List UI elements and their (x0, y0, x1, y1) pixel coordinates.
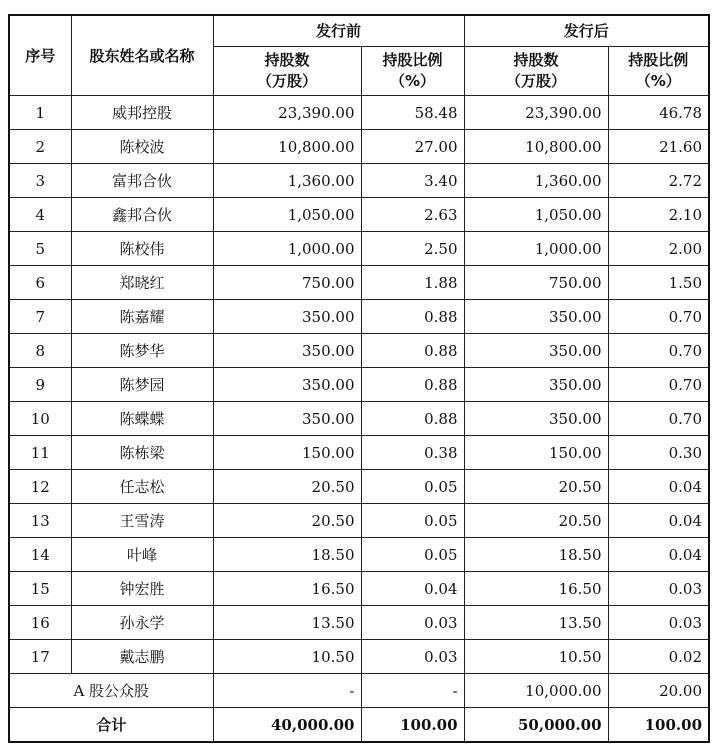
cell-name: 叶峰 (71, 538, 213, 572)
shareholding-table (8, 14, 710, 743)
cell-before-shares: 350.00 (213, 300, 361, 334)
header-ratio-line2: （%） (635, 72, 681, 90)
cell-name: 钟宏胜 (71, 572, 213, 606)
table-row (9, 436, 709, 470)
table-row (9, 640, 709, 674)
cell-after-shares: 350.00 (464, 368, 608, 402)
cell-before-shares: 350.00 (213, 368, 361, 402)
cell-name: 戴志鹏 (71, 640, 213, 674)
total-label: 合计 (9, 708, 213, 743)
cell-before-ratio: 0.03 (361, 606, 464, 640)
cell-after-shares: 23,390.00 (464, 96, 608, 130)
table-row (9, 334, 709, 368)
cell-after-shares: 20.50 (464, 470, 608, 504)
header-shares-line1: 持股数 (264, 51, 310, 69)
cell-name: 陈嘉耀 (71, 300, 213, 334)
cell-after-shares: 350.00 (464, 300, 608, 334)
cell-name: 郑晓红 (71, 266, 213, 300)
cell-after-ratio: 0.70 (608, 368, 709, 402)
cell-before-ratio: 0.04 (361, 572, 464, 606)
cell-name: 陈校波 (71, 130, 213, 164)
cell-before-shares: 750.00 (213, 266, 361, 300)
table-row (9, 300, 709, 334)
header-ratio-line2: （%） (389, 72, 436, 90)
total-after-ratio: 100.00 (608, 708, 709, 743)
cell-name: 陈校伟 (71, 232, 213, 266)
cell-before-ratio: 0.05 (361, 538, 464, 572)
cell-before-shares: 1,360.00 (213, 164, 361, 198)
cell-after-ratio: 0.04 (608, 538, 709, 572)
cell-after-shares: 13.50 (464, 606, 608, 640)
cell-before-ratio: 58.48 (361, 96, 464, 130)
header-before-ratio (361, 47, 464, 96)
cell-name: 富邦合伙 (71, 164, 213, 198)
cell-before-ratio: 0.05 (361, 470, 464, 504)
cell-seq: 10 (9, 402, 71, 436)
cell-after-shares: 350.00 (464, 402, 608, 436)
table-row (9, 470, 709, 504)
cell-after-ratio: 1.50 (608, 266, 709, 300)
cell-before-ratio: 3.40 (361, 164, 464, 198)
cell-seq: 5 (9, 232, 71, 266)
cell-before-ratio: 0.05 (361, 504, 464, 538)
cell-name: 陈梦华 (71, 334, 213, 368)
cell-name: 孙永学 (71, 606, 213, 640)
cell-after-ratio: 2.72 (608, 164, 709, 198)
cell-name: 任志松 (71, 470, 213, 504)
table-row (9, 198, 709, 232)
cell-before-ratio: 1.88 (361, 266, 464, 300)
cell-before-ratio: 0.88 (361, 334, 464, 368)
cell-after-shares: 20.50 (464, 504, 608, 538)
cell-after-shares: 16.50 (464, 572, 608, 606)
public-before-shares: - (213, 674, 361, 708)
cell-before-ratio: 0.03 (361, 640, 464, 674)
header-name: 股东姓名或名称 (71, 15, 213, 96)
cell-seq: 16 (9, 606, 71, 640)
cell-after-ratio: 0.03 (608, 606, 709, 640)
cell-after-shares: 18.50 (464, 538, 608, 572)
cell-after-shares: 10,800.00 (464, 130, 608, 164)
cell-seq: 9 (9, 368, 71, 402)
cell-after-ratio: 0.70 (608, 334, 709, 368)
public-label: A 股公众股 (9, 674, 213, 708)
total-before-shares: 40,000.00 (213, 708, 361, 743)
cell-before-shares: 16.50 (213, 572, 361, 606)
table-row (9, 402, 709, 436)
header-after: 发行后 (464, 15, 709, 47)
cell-name: 陈蝶蝶 (71, 402, 213, 436)
cell-seq: 17 (9, 640, 71, 674)
cell-name: 王雪涛 (71, 504, 213, 538)
cell-after-ratio: 0.02 (608, 640, 709, 674)
table-row (9, 232, 709, 266)
cell-after-shares: 1,000.00 (464, 232, 608, 266)
public-row (9, 674, 709, 708)
header-ratio-line1: 持股比例 (628, 51, 689, 69)
cell-before-shares: 150.00 (213, 436, 361, 470)
cell-seq: 15 (9, 572, 71, 606)
cell-before-shares: 20.50 (213, 504, 361, 538)
cell-after-ratio: 2.10 (608, 198, 709, 232)
cell-after-ratio: 0.04 (608, 470, 709, 504)
total-after-shares: 50,000.00 (464, 708, 608, 743)
cell-before-shares: 350.00 (213, 402, 361, 436)
cell-before-ratio: 0.88 (361, 402, 464, 436)
cell-seq: 4 (9, 198, 71, 232)
cell-before-ratio: 0.88 (361, 300, 464, 334)
cell-name: 鑫邦合伙 (71, 198, 213, 232)
cell-after-shares: 10.50 (464, 640, 608, 674)
public-before-ratio: - (361, 674, 464, 708)
cell-seq: 7 (9, 300, 71, 334)
cell-before-shares: 18.50 (213, 538, 361, 572)
cell-seq: 1 (9, 96, 71, 130)
header-shares-line2: （万股） (256, 72, 317, 90)
cell-after-ratio: 0.04 (608, 504, 709, 538)
header-after-shares (464, 47, 608, 96)
cell-before-shares: 13.50 (213, 606, 361, 640)
table-row (9, 164, 709, 198)
header-seq: 序号 (9, 15, 71, 96)
cell-after-ratio: 21.60 (608, 130, 709, 164)
cell-before-ratio: 27.00 (361, 130, 464, 164)
table-row (9, 606, 709, 640)
table-row (9, 368, 709, 402)
header-row-1 (9, 15, 709, 47)
cell-seq: 11 (9, 436, 71, 470)
cell-before-ratio: 0.88 (361, 368, 464, 402)
table-body (9, 96, 709, 674)
cell-seq: 12 (9, 470, 71, 504)
cell-before-shares: 350.00 (213, 334, 361, 368)
cell-after-shares: 750.00 (464, 266, 608, 300)
cell-after-shares: 150.00 (464, 436, 608, 470)
table-row (9, 504, 709, 538)
total-before-ratio: 100.00 (361, 708, 464, 743)
table-row (9, 572, 709, 606)
public-after-shares: 10,000.00 (464, 674, 608, 708)
cell-after-shares: 350.00 (464, 334, 608, 368)
cell-after-shares: 1,360.00 (464, 164, 608, 198)
table-row (9, 130, 709, 164)
cell-name: 陈梦园 (71, 368, 213, 402)
table-row (9, 96, 709, 130)
cell-before-ratio: 0.38 (361, 436, 464, 470)
cell-seq: 13 (9, 504, 71, 538)
cell-before-shares: 10,800.00 (213, 130, 361, 164)
total-row (9, 708, 709, 743)
cell-seq: 2 (9, 130, 71, 164)
cell-name: 威邦控股 (71, 96, 213, 130)
header-shares-line1: 持股数 (513, 51, 559, 69)
cell-after-ratio: 0.30 (608, 436, 709, 470)
cell-before-shares: 20.50 (213, 470, 361, 504)
cell-before-ratio: 2.63 (361, 198, 464, 232)
cell-seq: 6 (9, 266, 71, 300)
cell-before-ratio: 2.50 (361, 232, 464, 266)
cell-before-shares: 1,050.00 (213, 198, 361, 232)
header-before: 发行前 (213, 15, 464, 47)
cell-after-shares: 1,050.00 (464, 198, 608, 232)
cell-after-ratio: 0.70 (608, 402, 709, 436)
table-row (9, 266, 709, 300)
cell-before-shares: 1,000.00 (213, 232, 361, 266)
cell-seq: 3 (9, 164, 71, 198)
table-row (9, 538, 709, 572)
header-before-shares (213, 47, 361, 96)
header-shares-line2: （万股） (506, 72, 567, 90)
cell-before-shares: 23,390.00 (213, 96, 361, 130)
public-after-ratio: 20.00 (608, 674, 709, 708)
cell-before-shares: 10.50 (213, 640, 361, 674)
cell-seq: 14 (9, 538, 71, 572)
cell-after-ratio: 0.03 (608, 572, 709, 606)
cell-name: 陈栋梁 (71, 436, 213, 470)
header-after-ratio (608, 47, 709, 96)
header-ratio-line1: 持股比例 (382, 51, 443, 69)
cell-after-ratio: 2.00 (608, 232, 709, 266)
cell-after-ratio: 0.70 (608, 300, 709, 334)
cell-seq: 8 (9, 334, 71, 368)
cell-after-ratio: 46.78 (608, 96, 709, 130)
